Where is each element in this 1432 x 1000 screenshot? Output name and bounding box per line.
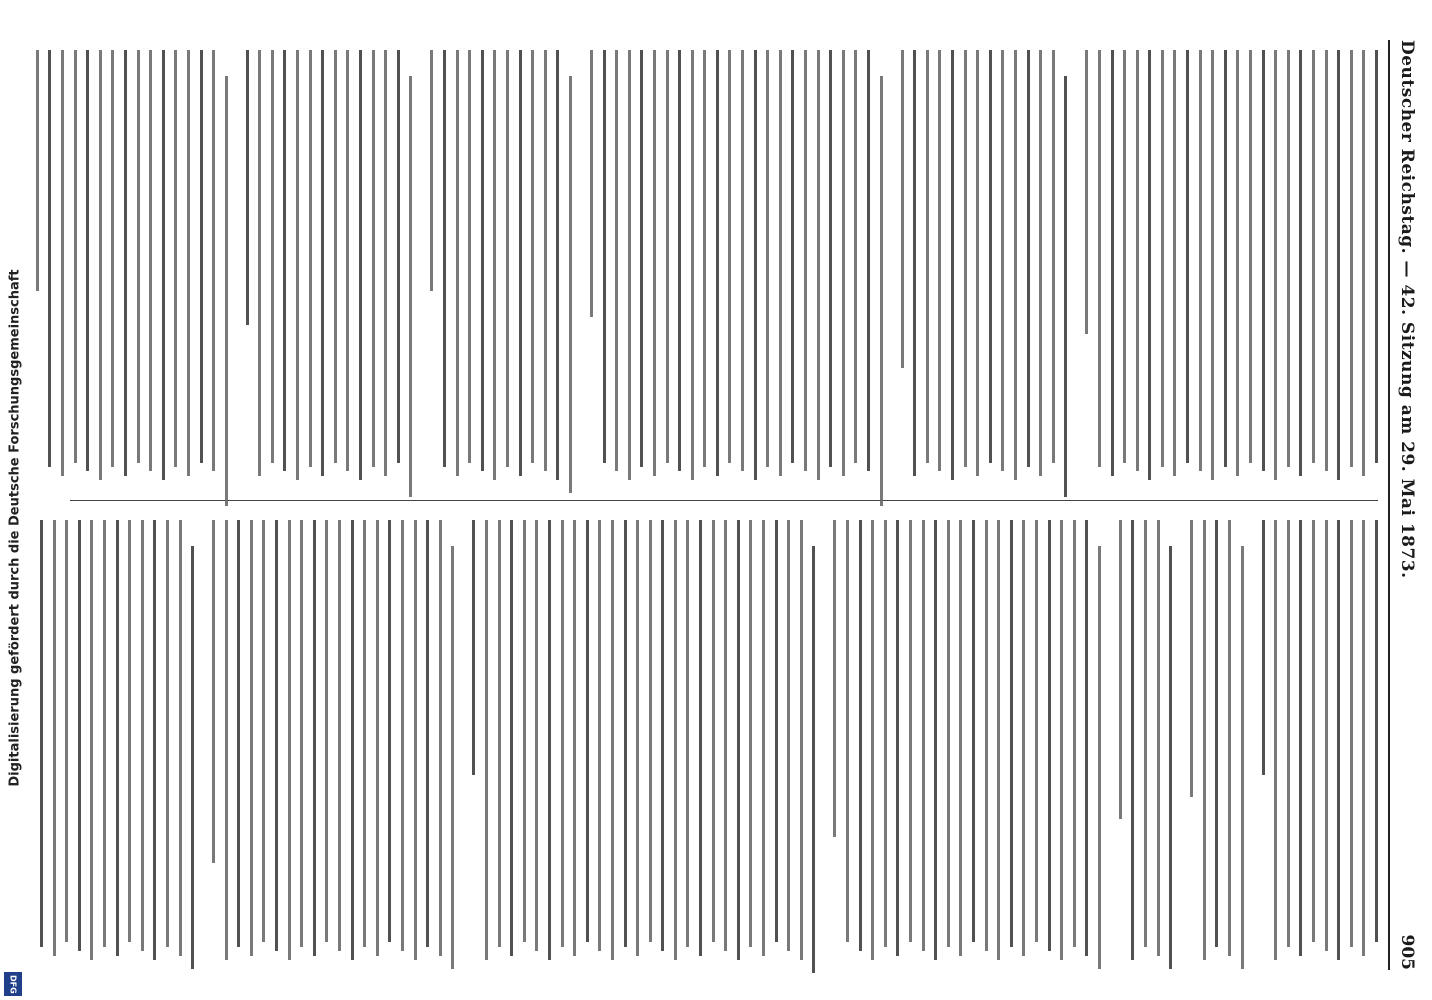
illegible-text-line: [1039, 50, 1042, 476]
illegible-text-line: [1325, 50, 1328, 471]
illegible-text-line: [880, 76, 883, 506]
illegible-text-line: [187, 50, 190, 476]
illegible-text-line: [997, 520, 1000, 960]
illegible-text-line: [271, 50, 274, 463]
illegible-text-line: [972, 520, 975, 942]
illegible-text-line: [1073, 520, 1076, 947]
illegible-text-line: [1299, 50, 1302, 476]
illegible-text-line: [1224, 50, 1227, 467]
illegible-text-line: [535, 520, 538, 951]
illegible-text-line: [926, 50, 929, 463]
illegible-text-line: [1203, 520, 1206, 960]
illegible-text-line: [246, 50, 249, 325]
illegible-text-line: [200, 50, 203, 463]
illegible-text-line: [1375, 50, 1378, 463]
illegible-text-line: [376, 520, 379, 956]
illegible-text-line: [544, 50, 547, 471]
illegible-text-line: [1148, 50, 1151, 480]
illegible-text-line: [456, 50, 459, 476]
illegible-text-line: [334, 50, 337, 463]
illegible-text-line: [1064, 76, 1067, 497]
illegible-text-line: [640, 50, 643, 467]
illegible-text-line: [703, 50, 706, 467]
illegible-text-line: [225, 520, 228, 960]
illegible-text-line: [128, 520, 131, 942]
illegible-text-line: [1035, 520, 1038, 942]
illegible-text-line: [603, 50, 606, 463]
illegible-text-line: [510, 520, 513, 956]
illegible-text-line: [116, 520, 119, 956]
illegible-text-line: [741, 50, 744, 471]
illegible-text-line: [653, 50, 656, 476]
illegible-text-line: [258, 50, 261, 476]
illegible-text-line: [384, 50, 387, 476]
illegible-text-line: [397, 50, 400, 463]
illegible-text-line: [137, 50, 140, 463]
illegible-text-line: [1274, 50, 1277, 480]
illegible-text-line: [414, 520, 417, 960]
illegible-text-line: [812, 546, 815, 973]
illegible-text-line: [1157, 520, 1160, 956]
page-number: 905: [1397, 934, 1417, 970]
illegible-text-line: [573, 520, 576, 956]
illegible-text-line: [212, 520, 215, 863]
rotated-page: [30, 0, 1432, 1000]
illegible-text-line: [1362, 520, 1365, 956]
illegible-text-line: [712, 520, 715, 942]
illegible-text-line: [1085, 520, 1088, 956]
illegible-text-line: [124, 50, 127, 476]
illegible-text-line: [65, 520, 68, 942]
illegible-text-line: [1299, 520, 1302, 956]
illegible-text-line: [791, 50, 794, 463]
illegible-text-line: [1022, 520, 1025, 956]
illegible-text-line: [426, 520, 429, 947]
illegible-text-line: [53, 520, 56, 956]
text-column-left: [50, 50, 1378, 480]
illegible-text-line: [548, 520, 551, 960]
illegible-text-line: [989, 50, 992, 463]
illegible-text-line: [1027, 50, 1030, 467]
illegible-text-line: [687, 520, 690, 947]
illegible-text-line: [296, 50, 299, 480]
illegible-text-line: [451, 546, 454, 968]
illegible-text-line: [766, 50, 769, 467]
illegible-text-line: [829, 50, 832, 467]
illegible-text-line: [481, 50, 484, 471]
page-header: [1388, 40, 1424, 970]
illegible-text-line: [36, 50, 39, 291]
illegible-text-line: [628, 50, 631, 480]
illegible-text-line: [901, 50, 904, 368]
illegible-text-line: [1098, 546, 1101, 968]
illegible-text-line: [519, 50, 522, 476]
illegible-text-line: [1199, 50, 1202, 471]
illegible-text-line: [401, 520, 404, 951]
illegible-text-line: [1174, 50, 1177, 476]
illegible-text-line: [1060, 520, 1063, 960]
illegible-text-line: [174, 50, 177, 467]
illegible-text-line: [556, 50, 559, 480]
illegible-text-line: [724, 520, 727, 951]
illegible-text-line: [409, 76, 412, 497]
illegible-text-line: [149, 50, 152, 471]
illegible-text-line: [1325, 520, 1328, 951]
illegible-text-line: [1119, 520, 1122, 819]
illegible-text-line: [1362, 50, 1365, 476]
illegible-text-line: [90, 520, 93, 960]
illegible-text-line: [1287, 520, 1290, 947]
illegible-text-line: [1262, 520, 1265, 775]
illegible-text-line: [388, 520, 391, 942]
illegible-text-line: [468, 50, 471, 463]
illegible-text-line: [666, 50, 669, 463]
digitization-credit-text: Digitalisierung gefördert durch die Deutsche Forschungsgemeinschaft: [7, 269, 23, 787]
illegible-text-line: [754, 50, 757, 480]
illegible-text-line: [846, 520, 849, 942]
illegible-text-line: [1098, 50, 1101, 467]
illegible-text-line: [191, 546, 194, 968]
illegible-text-line: [225, 76, 228, 506]
illegible-text-line: [1144, 520, 1147, 947]
illegible-text-line: [775, 520, 778, 942]
illegible-text-line: [729, 50, 732, 463]
illegible-text-line: [166, 520, 169, 947]
illegible-text-line: [938, 50, 941, 471]
illegible-text-line: [1136, 50, 1139, 471]
illegible-text-line: [372, 50, 375, 467]
illegible-text-line: [141, 520, 144, 951]
illegible-text-line: [48, 50, 51, 467]
illegible-text-line: [179, 520, 182, 956]
illegible-text-line: [1249, 50, 1252, 463]
illegible-text-line: [661, 520, 664, 951]
illegible-text-line: [103, 520, 106, 947]
illegible-text-line: [1337, 520, 1340, 960]
illegible-text-line: [800, 520, 803, 960]
illegible-text-line: [485, 520, 488, 960]
illegible-text-line: [493, 50, 496, 480]
illegible-text-line: [284, 50, 287, 471]
illegible-text-line: [884, 520, 887, 947]
illegible-text-line: [859, 520, 862, 951]
illegible-text-line: [976, 50, 979, 476]
illegible-text-line: [1375, 520, 1378, 942]
illegible-text-line: [922, 520, 925, 951]
column-divider: [70, 500, 1378, 501]
illegible-text-line: [615, 50, 618, 471]
illegible-text-line: [1215, 520, 1218, 947]
illegible-text-line: [896, 520, 899, 956]
illegible-text-line: [1350, 50, 1353, 467]
illegible-text-line: [1123, 50, 1126, 463]
illegible-text-line: [275, 520, 278, 951]
illegible-text-line: [498, 520, 501, 947]
running-title: Deutscher Reichstag. — 42. Sitzung am 29. Mai 1873.: [1397, 40, 1417, 579]
illegible-text-line: [985, 520, 988, 951]
illegible-text-line: [674, 520, 677, 960]
illegible-text-line: [871, 520, 874, 960]
illegible-text-line: [909, 520, 912, 942]
illegible-text-line: [313, 520, 316, 956]
illegible-text-line: [309, 50, 312, 467]
text-column-right: [50, 520, 1378, 960]
illegible-text-line: [338, 520, 341, 951]
illegible-text-line: [611, 520, 614, 960]
illegible-text-line: [439, 520, 442, 956]
illegible-text-line: [678, 50, 681, 471]
illegible-text-line: [1312, 520, 1315, 942]
illegible-text-line: [1111, 50, 1114, 476]
illegible-text-line: [1048, 520, 1051, 951]
illegible-text-line: [590, 50, 593, 317]
illegible-text-line: [472, 520, 475, 775]
illegible-text-line: [1312, 50, 1315, 463]
illegible-text-line: [1190, 520, 1193, 797]
illegible-text-line: [1236, 50, 1239, 476]
illegible-text-line: [325, 520, 328, 942]
illegible-text-line: [716, 50, 719, 476]
illegible-text-line: [506, 50, 509, 467]
illegible-text-line: [40, 520, 43, 947]
illegible-text-line: [833, 520, 836, 837]
illegible-text-line: [86, 50, 89, 471]
illegible-text-line: [951, 50, 954, 480]
illegible-text-line: [263, 520, 266, 942]
illegible-text-line: [1085, 50, 1088, 334]
illegible-text-line: [1287, 50, 1290, 467]
illegible-text-line: [964, 50, 967, 467]
illegible-text-line: [351, 520, 354, 960]
illegible-text-line: [443, 50, 446, 467]
illegible-text-line: [346, 50, 349, 471]
dfg-logo: DFG: [4, 972, 22, 996]
illegible-text-line: [947, 520, 950, 947]
illegible-text-line: [1262, 50, 1265, 471]
illegible-text-line: [250, 520, 253, 956]
illegible-text-line: [363, 520, 366, 947]
illegible-text-line: [1010, 520, 1013, 947]
illegible-text-line: [288, 520, 291, 960]
illegible-text-line: [561, 520, 564, 947]
illegible-text-line: [749, 520, 752, 947]
illegible-text-line: [321, 50, 324, 476]
illegible-text-line: [531, 50, 534, 463]
illegible-text-line: [212, 50, 215, 471]
illegible-text-line: [99, 50, 102, 480]
illegible-text-line: [817, 50, 820, 480]
illegible-text-line: [737, 520, 740, 960]
illegible-text-line: [523, 520, 526, 942]
illegible-text-line: [1274, 520, 1277, 960]
illegible-text-line: [624, 520, 627, 947]
illegible-text-line: [636, 520, 639, 956]
illegible-text-line: [162, 50, 165, 480]
illegible-text-line: [61, 50, 64, 476]
illegible-text-line: [359, 50, 362, 480]
illegible-text-line: [153, 520, 156, 960]
illegible-text-line: [934, 520, 937, 960]
illegible-text-line: [1161, 50, 1164, 467]
illegible-text-line: [1241, 546, 1244, 968]
digitization-credit: [6, 60, 24, 996]
illegible-text-line: [586, 520, 589, 942]
illegible-text-line: [787, 520, 790, 951]
illegible-text-line: [804, 50, 807, 471]
illegible-text-line: [762, 520, 765, 956]
illegible-text-line: [1228, 520, 1231, 956]
illegible-text-line: [598, 520, 601, 951]
illegible-text-line: [1169, 546, 1172, 968]
illegible-text-line: [1014, 50, 1017, 480]
illegible-text-line: [1132, 520, 1135, 960]
illegible-text-line: [913, 50, 916, 476]
illegible-text-line: [1186, 50, 1189, 463]
illegible-text-line: [691, 50, 694, 480]
illegible-text-line: [867, 50, 870, 471]
illegible-text-line: [74, 50, 77, 463]
illegible-text-line: [1350, 520, 1353, 947]
illegible-text-line: [959, 520, 962, 956]
illegible-text-line: [1211, 50, 1214, 480]
illegible-text-line: [78, 520, 81, 951]
illegible-text-line: [300, 520, 303, 947]
illegible-text-line: [1337, 50, 1340, 480]
illegible-text-line: [1001, 50, 1004, 471]
illegible-text-line: [779, 50, 782, 476]
scanned-page-area: [30, 0, 1432, 1000]
illegible-text-line: [842, 50, 845, 476]
illegible-text-line: [699, 520, 702, 956]
illegible-text-line: [1052, 50, 1055, 463]
illegible-text-line: [569, 76, 572, 493]
illegible-text-line: [430, 50, 433, 291]
illegible-text-line: [854, 50, 857, 463]
illegible-text-line: [649, 520, 652, 942]
illegible-text-line: [111, 50, 114, 467]
illegible-text-line: [237, 520, 240, 947]
